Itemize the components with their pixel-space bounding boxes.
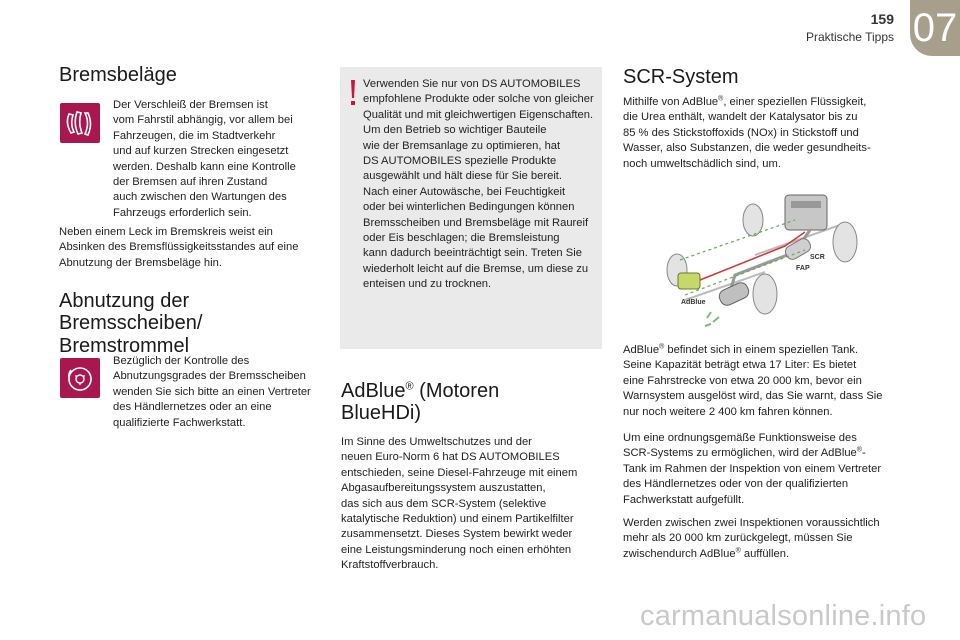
section-title: Praktische Tipps (805, 30, 894, 44)
brakes-heading: Bremsbeläge (59, 64, 177, 86)
brake-leak-text: Neben einem Leck im Bremskreis weist ein Absinken des Bremsflüssigkeitsstandes auf eine Abnutzung der Bremsbeläge hin. (59, 226, 299, 269)
adblue-intro-text: Im Sinne des Umweltschutzes und der neuen Euro-Norm 6 hat DS AUTOMOBILES entschieden, seine Diesel-Fahrzeuge mit einem Abgasaufbereitungssystem auszustatten, das sich aus dem SCR-System (selektive katalytische Reduktion) und einem Partikelfilter zusammensetzt. Dieses System bewirkt weder eine Leistungsminderung noch einen erhöhten Kraftstoffverbrauch. (341, 436, 578, 572)
adblue-refill-text: Werden zwischen zwei Inspektionen voraussichtlich mehr als 20 000 km zurückgelegt, müssen Sie zwischendurch AdBlue® auffüllen. (623, 517, 880, 560)
discs-text: Bezüglich der Kontrolle des Abnutzungsgrades der Bremsscheiben wenden Sie sich bitte an einen Vertreter des Händlernetzes oder an eine qualifizierte Fachwerkstatt. (113, 355, 311, 429)
adblue-tank-text: AdBlue® befindet sich in einem speziellen Tank. Seine Kapazität beträgt etwa 17 Liter: Es bietet eine Fahrstrecke von etwa 20 000 km, bevor ein Warnsystem ausgelöst wird, das Sie warnt, dass Sie nur noch weitere 2 400 km fahren können. (623, 343, 883, 418)
watermark: carmanualsonline.info (640, 600, 927, 632)
scr-system-diagram (645, 180, 870, 340)
scr-heading: SCR-System (623, 66, 739, 88)
brake-pads-icon (60, 103, 100, 143)
scr-function-text: Um eine ordnungsgemäße Funktionsweise des SCR-Systems zu ermöglichen, wird der AdBlue®- Tank im Rahmen der Inspektion von einem Vertreter des Händlernetzes oder von der qualifizierten Fachwerkstatt aufgefüllt. (623, 432, 882, 506)
brake-disc-icon (60, 358, 100, 398)
warning-text: Verwenden Sie nur von DS AUTOMOBILES empfohlene Produkte oder solche von gleicher Qualität und mit gleichwertigen Eigenschaften. Um den Betrieb so wichtiger Bauteile wie der Bremsanlage zu optimieren, hat DS AUTOMOBILES spezielle Produkte ausgewählt und hält diese für Sie bereit. Nach einer Autowäsche, bei Feuchtigkeit oder bei winterlichen Bedingungen können Bremsscheiben und Bremsbeläge mit Raureif oder Eis beschlagen; die Bremsleistung kann dadurch beeinträchtigt sein. Treten Sie wiederholt leicht auf die Bremse, um diese zu enteisen und zu trocknen. (363, 78, 594, 291)
scr-label: SCR (810, 254, 825, 261)
chapter-badge: 07 (910, 0, 960, 56)
exclamation-icon (346, 78, 360, 108)
discs-heading: Abnutzung der Bremsscheiben/ Bremstrommel (59, 290, 203, 357)
adblue-heading: AdBlue® (Motoren BlueHDi) (341, 380, 500, 425)
adblue-label: AdBlue (681, 299, 706, 306)
fap-label: FAP (796, 265, 810, 272)
brakes-text: Der Verschleiß der Bremsen ist vom Fahrstil abhängig, vor allem bei Fahrzeugen, die im Stadtverkehr und auf kurzen Strecken eingesetzt werden. Deshalb kann eine Kontrolle der Bremsen auf ihren Zustand auch zwischen den Wartungen des Fahrzeugs erforderlich sein. (113, 99, 296, 219)
scr-text: Mithilfe von AdBlue®, einer speziellen Flüssigkeit, die Urea enthält, wandelt der Katalysator bis zu 85 % des Stickstoffoxids (NOx) in Stickstoff und Wasser, also Substanzen, die weder gesundheits- noch umweltschädlich sind, um. (623, 95, 871, 170)
page-number: 159 (870, 11, 894, 27)
